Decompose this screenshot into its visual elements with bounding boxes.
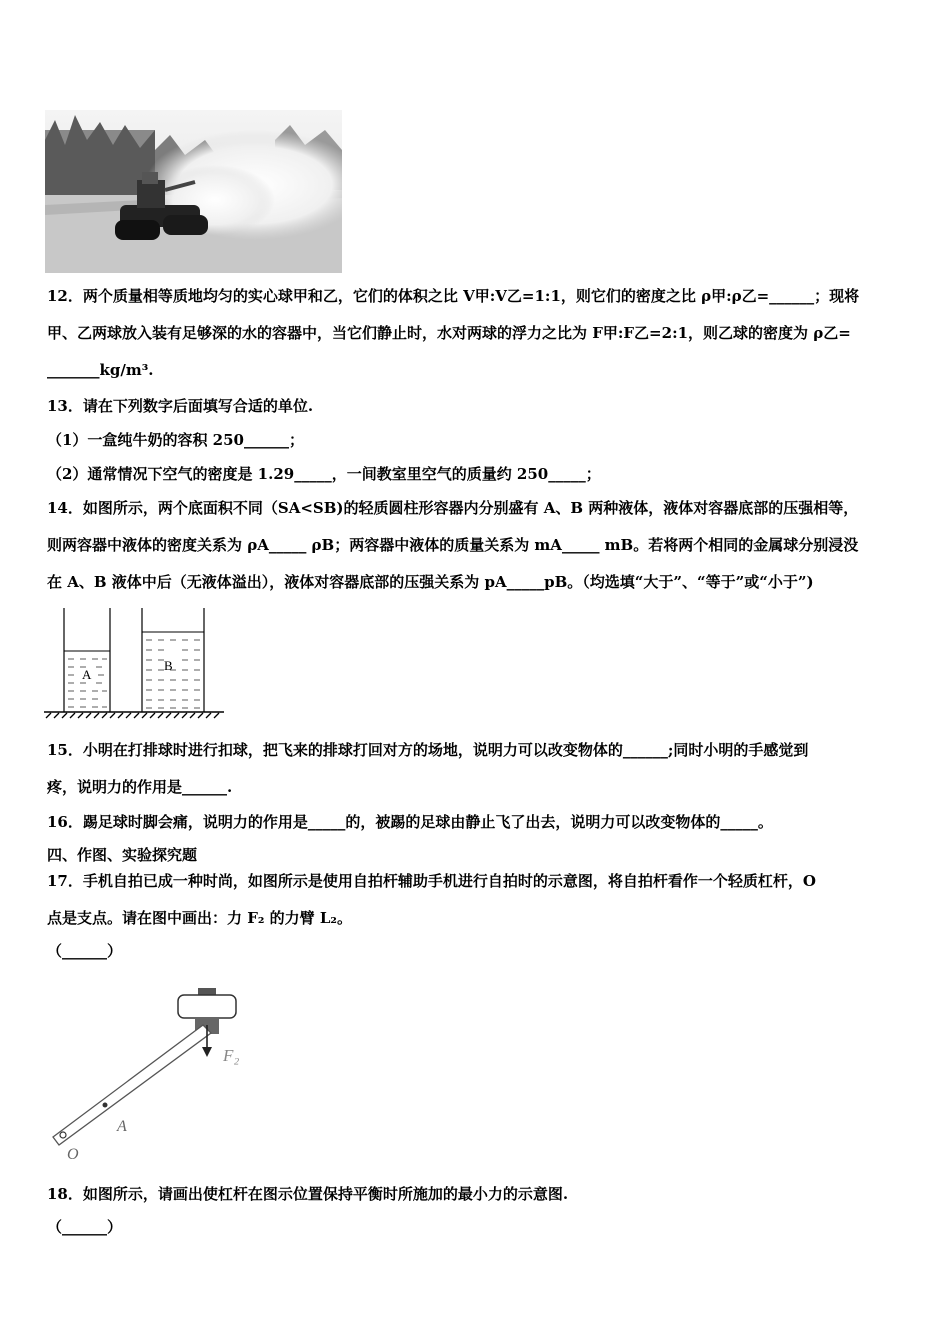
label-a-stick: A [117, 1118, 127, 1135]
q18-line1: 18．如图所示，请画出使杠杆在图示位置保持平衡时所施加的最小力的示意图. [47, 1185, 569, 1203]
label-b: B [164, 658, 173, 673]
robot-smoke-photo [45, 110, 342, 273]
section4-title: 四、作图、实验探究题 [47, 846, 198, 864]
liquid-b-hatching [146, 640, 200, 708]
q12-line2: 甲、乙两球放入装有足够深的水的容器中，当它们静止时，水对两球的浮力之比为 F甲:F乙=2:1，则乙球的密度为 ρ乙= [47, 324, 851, 342]
stick-body [53, 1025, 211, 1145]
q17-answer: （______） [47, 942, 123, 960]
q13-item2: （2）通常情况下空气的密度是 1.29_____，一间教室里空气的质量约 250_____； [47, 465, 601, 483]
q14-line2: 则两容器中液体的密度关系为 ρA_____ ρB；两容器中液体的质量关系为 mA_____ mB。若将两个相同的金属球分别浸没 [47, 536, 859, 554]
q17-line2: 点是支点。请在图中画出：力 F₂ 的力臂 L₂。 [47, 909, 353, 927]
q12-line1: 12．两个质量相等质地均匀的实心球甲和乙，它们的体积之比 V甲:V乙=1:1，则它们的密度之比 ρ甲:ρ乙=______；现将 [47, 287, 860, 305]
label-o: O [67, 1146, 79, 1163]
force-f2-arrowhead [202, 1047, 212, 1057]
q14-line3: 在 A、B 液体中后（无液体溢出），液体对容器底部的压强关系为 pA_____pB。（均选填“大于”、“等于”或“小于”) [47, 573, 814, 591]
phone-holder [178, 995, 236, 1018]
selfie-stick-diagram [45, 985, 255, 1165]
q18-answer: （______） [47, 1218, 123, 1236]
q13-title: 13．请在下列数字后面填写合适的单位. [47, 397, 314, 415]
ground-hatching [46, 713, 219, 718]
label-f2: F₂ [223, 1046, 240, 1065]
q13-item1: （1）一盒纯牛奶的容积 250______； [47, 431, 304, 449]
q17-line1: 17．手机自拍已成一种时尚，如图所示是使用自拍杆辅助手机进行自拍时的示意图，将自拍杆看作一个轻质杠杆，O [47, 872, 816, 890]
q12-line3: _______kg/m³. [47, 361, 154, 379]
label-a: A [82, 667, 92, 682]
point-a [103, 1103, 108, 1108]
containers-diagram [44, 604, 226, 720]
q15-line1: 15．小明在打排球时进行扣球，把飞来的排球打回对方的场地，说明力可以改变物体的______;同时小明的手感觉到 [47, 741, 809, 759]
q14-line1: 14．如图所示，两个底面积不同（SA<SB)的轻质圆柱形容器内分别盛有 A、B 两种液体，液体对容器底部的压强相等， [47, 499, 859, 517]
q16-line1: 16．踢足球时脚会痛，说明力的作用是_____的，被踢的足球由静止飞了出去，说明力可以改变物体的_____。 [47, 813, 773, 831]
q15-line2: 疼，说明力的作用是______. [47, 778, 233, 796]
